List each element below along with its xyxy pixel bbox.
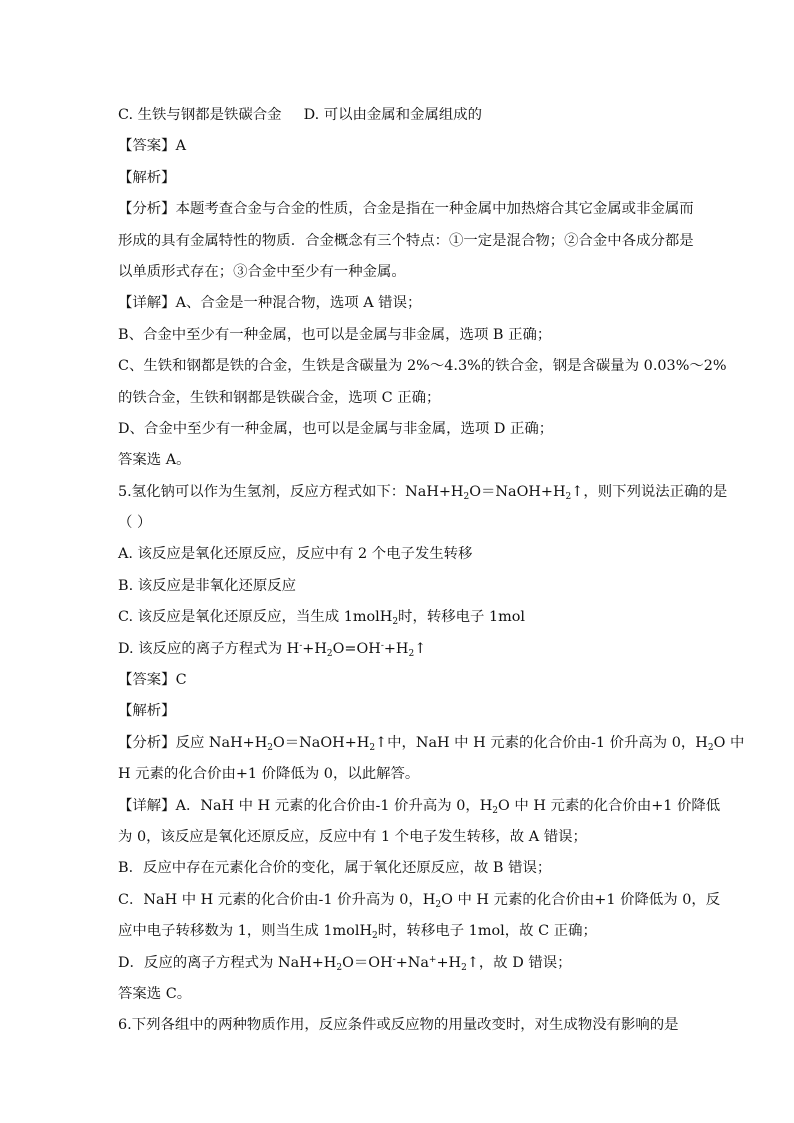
text-segment: C. 该反应是氧化还原反应，当生成 1molH [118, 609, 393, 626]
text-line-l28 [118, 979, 682, 1010]
text-segment: D、合金中至少有一种金属，也可以是金属与非金属，选项 D 正确； [118, 420, 554, 437]
text-segment: O＝OH [342, 954, 393, 971]
subscript: 2 [392, 617, 399, 628]
text-segment: 以单质形式存在；③合金中至少有一种金属。 [118, 263, 406, 280]
text-segment: O 中 [713, 734, 745, 751]
subscript: 2 [267, 742, 273, 753]
text-segment: D．反应的离子方程式为 NaH+H [118, 954, 337, 971]
text-segment: O＝NaOH+H [272, 734, 370, 751]
text-segment: +H [302, 640, 327, 657]
text-line-l12 [118, 477, 728, 508]
subscript: 2 [492, 805, 499, 816]
subscript: 2 [565, 491, 572, 502]
text-segment: ↑，则下列说法正确的是 [571, 483, 728, 500]
superscript: - [299, 640, 303, 651]
subscript: 2 [707, 742, 714, 753]
text-segment: C．NaH 中 H 元素的化合价由-1 价升高为 0，H [118, 891, 436, 908]
superscript: - [392, 954, 396, 965]
text-segment: 【分析】反应 NaH+H [118, 734, 268, 751]
text-line-l0 [118, 100, 682, 131]
text-line-l10 [118, 414, 682, 445]
text-line-l13 [118, 508, 682, 539]
text-segment: +Na [395, 954, 429, 971]
text-segment: ↑ [414, 640, 427, 657]
text-segment: 应中电子转移数为 1，则当生成 1molH [118, 923, 373, 940]
text-line-l17 [118, 634, 682, 665]
text-segment: A. 该反应是氧化还原反应，反应中有 2 个电子发生转移 [118, 546, 473, 563]
text-segment: C、生铁和钢都是铁的合金，生铁是含碳量为 2%～4.3%的铁合金，钢是含碳量为 0.03%～2% [118, 358, 727, 375]
text-segment: +H [383, 640, 409, 657]
text-line-l25 [118, 885, 721, 916]
text-segment: 答案选 A。 [118, 452, 191, 469]
subscript: 2 [435, 899, 442, 910]
text-segment: O 中 H 元素的化合价由+1 价降低 [498, 797, 721, 814]
text-line-l8 [118, 351, 727, 382]
text-segment: 【分析】本题考查合金与合金的性质，合金是指在一种金属中加热熔合其它金属或非金属而 [118, 201, 694, 218]
text-segment: C. 生铁与钢都是铁碳合金 [118, 107, 282, 123]
text-segment: 6.下列各组中的两种物质作用，反应条件或反应物的用量改变时，对生成物没有影响的是 [118, 1017, 679, 1034]
text-line-l27 [118, 948, 682, 979]
text-segment: 的铁合金，生铁和钢都是铁碳合金，选项 C 正确； [118, 389, 441, 406]
text-line-l21 [118, 759, 682, 790]
text-segment: ↑中，NaH 中 H 元素的化合价由-1 价升高为 0，H [375, 734, 708, 751]
text-segment: B. 该反应是非氧化还原反应 [118, 577, 297, 594]
text-line-l5 [118, 257, 682, 288]
text-segment: O=OH [332, 640, 381, 657]
text-segment: B、合金中至少有一种金属，也可以是金属与非金属，选项 B 正确； [118, 326, 552, 343]
text-line-l24 [118, 853, 682, 884]
text-segment: 【答案】A [118, 138, 186, 155]
text-line-l26 [118, 916, 682, 947]
text-segment: O＝NaOH+H [469, 483, 566, 500]
text-segment: （ ） [118, 515, 152, 532]
text-segment: 形成的具有金属特性的物质．合金概念有三个特点：①一定是混合物；②合金中各成分都是 [118, 232, 694, 249]
text-line-l23 [118, 822, 682, 853]
text-segment: +H [436, 954, 462, 971]
text-line-l18 [118, 665, 682, 696]
text-line-l3 [118, 194, 694, 225]
superscript: + [428, 954, 437, 965]
text-line-l20 [118, 728, 745, 759]
text-line-l16 [118, 602, 682, 633]
text-segment: 时，转移电子 1mol [398, 609, 526, 626]
text-segment: 【答案】C [118, 672, 187, 689]
text-segment: 时，转移电子 1mol，故 C 正确； [377, 923, 597, 940]
subscript: 2 [326, 648, 333, 659]
text-line-l9 [118, 383, 682, 414]
text-segment: D. 该反应的离子方程式为 H [118, 640, 300, 657]
subscript: 2 [336, 962, 343, 973]
text-segment: 【解析】 [118, 703, 176, 720]
text-segment: 为 0，该反应是氧化还原反应，反应中有 1 个电子发生转移，故 A 错误； [118, 828, 587, 845]
text-segment: 【详解】A．NaH 中 H 元素的化合价由-1 价升高为 0，H [118, 797, 493, 814]
subscript: 2 [372, 931, 378, 942]
subscript: 2 [463, 491, 470, 502]
text-line-l29 [118, 1010, 682, 1041]
text-segment: ↑，故 D 错误； [466, 954, 572, 971]
text-line-l22 [118, 791, 721, 822]
text-line-l7 [118, 320, 682, 351]
text-line-l15 [118, 571, 682, 602]
text-segment: O 中 H 元素的化合价由+1 价降低为 0，反 [441, 891, 721, 908]
text-segment: H 元素的化合价由+1 价降低为 0，以此解答。 [118, 766, 420, 783]
text-line-l1 [118, 131, 682, 162]
subscript: 2 [408, 648, 415, 659]
text-segment: 5.氢化钠可以作为生氢剂，反应方程式如下：NaH+H [118, 483, 464, 500]
text-line-l4 [118, 226, 694, 257]
text-segment: 【详解】A、合金是一种混合物，选项 A 错误； [118, 295, 422, 312]
text-segment: 答案选 C。 [118, 985, 192, 1002]
text-line-l6 [118, 288, 682, 319]
text-line-l14 [118, 539, 682, 570]
text-segment: B．反应中存在元素化合价的变化，属于氧化还原反应，故 B 错误； [118, 860, 552, 877]
subscript: 2 [369, 742, 376, 753]
text-segment: 【解析】 [118, 169, 176, 186]
text-segment: D. 可以由金属和金属组成的 [303, 107, 483, 123]
text-line-l11 [118, 445, 682, 476]
text-line-l2 [118, 163, 682, 194]
subscript: 2 [461, 962, 467, 973]
superscript: - [380, 640, 384, 651]
text-line-l19 [118, 696, 682, 727]
